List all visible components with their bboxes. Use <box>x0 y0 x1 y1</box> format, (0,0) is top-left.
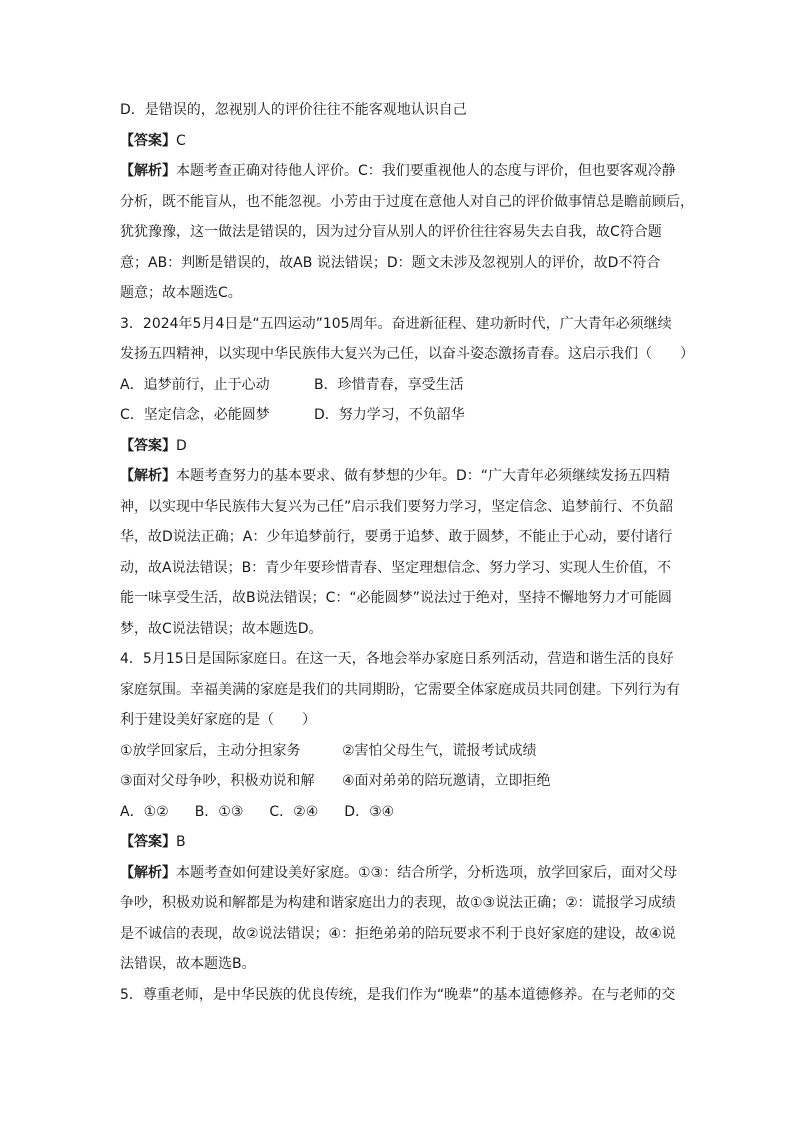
answer-label: 【答案】 <box>120 437 176 454</box>
q4-analysis-line-3: 是不诚信的表现，故②说法错误；④：拒绝弟弟的陪玩要求不利于良好家庭的建设，故④说 <box>120 925 676 942</box>
q2-option-d: D．是错误的，忽视别人的评价往往不能客观地认识自己 <box>120 102 467 118</box>
q4-analysis-line-4: 法错误，故本题选B。 <box>120 956 256 972</box>
analysis-label: 【解析】 <box>120 864 176 881</box>
analysis-text: 本题考查努力的基本要求、做有梦想的少年。D：“广大青年必须继续发扬五四精 <box>176 468 671 484</box>
answer-value: C <box>176 132 186 149</box>
q2-analysis-line-5: 题意；故本题选C。 <box>120 285 242 301</box>
q2-analysis-line-1 <box>120 161 680 181</box>
q3-option-d: D．努力学习，不负韶华 <box>314 407 465 423</box>
q3-options-row-1 <box>120 375 680 395</box>
answer-label: 【答案】 <box>120 834 176 850</box>
q3-analysis-line-2: 神，以实现中华民族伟大复兴为己任”启示我们要努力学习，坚定信念、追梦前行、不负韶 <box>120 498 674 515</box>
q4-choices-row <box>120 802 680 822</box>
q4-statement-1: ①放学回家后，主动分担家务 <box>120 742 301 759</box>
q3-option-c: C．坚定信念，必能圆梦 <box>120 407 270 423</box>
answer-label: 【答案】 <box>120 132 176 149</box>
q4-stem-line-3: 利于建设美好家庭的是（ ） <box>120 712 316 728</box>
q3-analysis-line-1 <box>120 466 680 486</box>
q3-analysis-line-6: 梦，故C说法错误；故本题选D。 <box>120 620 323 637</box>
q4-choice-a: A．①② <box>120 803 169 820</box>
q3-options-row-2 <box>120 405 680 425</box>
q3-stem-line-1: 3．2024年5月4日是“五四运动”105周年。奋进新征程、建功新时代，广大青年必须继续 <box>120 315 672 332</box>
q4-statement-2: ②害怕父母生气，谎报考试成绩 <box>342 742 537 759</box>
page-content <box>120 100 694 1015</box>
answer-value: D <box>176 437 187 454</box>
q3-analysis-line-5: 能一味享受生活，故B说法错误；C：“必能圆梦”说法过于绝对，坚持不懈地努力才可能圆 <box>120 590 672 606</box>
q2-analysis-line-2: 分析，既不能盲从，也不能忽视。小芳由于过度在意他人对自己的评价做事情总是瞻前顾后， <box>120 193 694 210</box>
q3-stem-line-2: 发扬五四精神，以实现中华民族伟大复兴为己任，以奋斗姿态激扬青春。这启示我们（ ） <box>120 346 694 362</box>
q4-choice-d: D．③④ <box>344 803 395 820</box>
q2-answer <box>120 131 680 151</box>
q4-statement-3: ③面对父母争吵，积极劝说和解 <box>120 773 315 789</box>
analysis-label: 【解析】 <box>120 468 176 484</box>
q3-option-a: A．追梦前行，止于心动 <box>120 376 270 393</box>
q3-analysis-line-3: 华，故D说法正确；A：少年追梦前行，要勇于追梦、敢于圆梦，不能止于心动，要付诸行 <box>120 529 673 545</box>
q4-stem-line-2: 家庭氛围。幸福美满的家庭是我们的共同期盼，它需要全体家庭成员共同创建。下列行为有 <box>120 681 680 698</box>
q4-statements-row-2 <box>120 771 680 791</box>
q2-analysis-line-3: 犹犹豫豫，这一做法是错误的，因为过分盲从别人的评价往往容易失去自我，故C符合题 <box>120 224 662 240</box>
analysis-text: 本题考查如何建设美好家庭。①③：结合所学，分析选项，放学回家后，面对父母 <box>176 864 678 881</box>
q4-choice-b: B．①③ <box>194 803 244 820</box>
analysis-label: 【解析】 <box>120 163 176 179</box>
answer-value: B <box>176 834 186 850</box>
q5-stem-line-1: 5．尊重老师，是中华民族的优良传统，是我们作为“晚辈”的基本道德修养。在与老师的交 <box>120 986 676 1003</box>
q4-choice-c: C．②④ <box>269 803 319 820</box>
q3-analysis-line-4: 动，故A说法错误；B：青少年要珍惜青春、坚定理想信念、努力学习、实现人生价值，不 <box>120 559 672 576</box>
q3-answer <box>120 436 680 456</box>
q4-analysis-line-1 <box>120 863 680 883</box>
q4-answer <box>120 832 680 852</box>
q2-analysis-line-4: 意；AB：判断是错误的，故AB 说法错误；D：题文未涉及忽视别人的评价，故D不符合 <box>120 254 661 271</box>
analysis-text: 本题考查正确对待他人评价。C：我们要重视他人的态度与评价，但也要客观冷静 <box>176 163 676 179</box>
q4-statements-row-1 <box>120 741 680 761</box>
q4-stem-line-1: 4．5月15日是国际家庭日。在这一天，各地会举办家庭日系列活动，营造和谐生活的良好 <box>120 651 674 667</box>
q4-analysis-line-2: 争吵，积极劝说和解都是为构建和谐家庭出力的表现，故①③说法正确；②：谎报学习成绩 <box>120 895 676 911</box>
q3-option-b: B．珍惜青春，享受生活 <box>314 376 464 393</box>
q4-statement-4: ④面对弟弟的陪玩邀请，立即拒绝 <box>342 773 551 789</box>
